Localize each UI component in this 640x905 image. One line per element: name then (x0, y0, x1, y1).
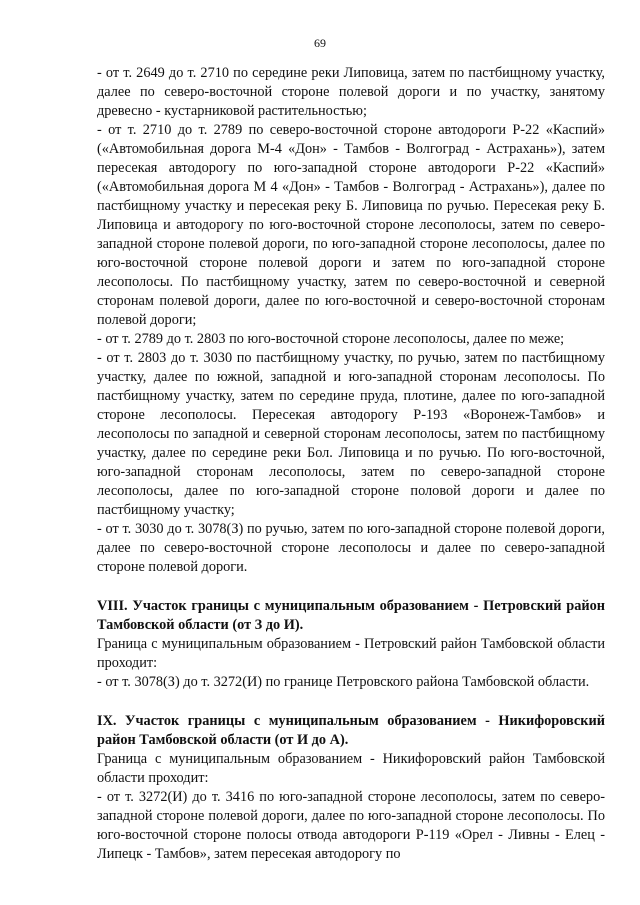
paragraph: - от т. 2649 до т. 2710 по середине реки Липовица, затем по пастбищному участку, далее по северо-восточной стороне полевой дороги и по участку, занятому древесно - кустарниковой растительностью; (97, 65, 605, 119)
paragraph: - от т. 3030 до т. 3078(З) по ручью, затем по юго-западной стороне полевой дороги, далее по северо-восточной стороне лесополосы и далее по северо-западной стороне полевой дороги. (97, 521, 605, 575)
section-heading-9: IX. Участок границы с муниципальным образованием - Никифоровский район Тамбовской области (от И до А). (97, 713, 605, 748)
paragraph: - от т. 2710 до т. 2789 по северо-восточной стороне автодороги Р-22 «Каспий» («Автомобильная дорога М-4 «Дон» - Тамбов - Волгоград - Астрахань»), затем пересекая автодорогу по юго-западной стороне автодороги Р-22 «Каспий» («Автомобильная дорога М 4 «Дон» - Тамбов - Волгоград - Астрахань»), далее по пастбищному участку и пересекая реку Б. Липовица по ручью. Пересекая реку Б. Липовица и автодорогу по юго-восточной стороне лесополосы, затем по северо-западной стороне полевой дороги, по юго-западной стороне лесополосы, далее по юго-восточной стороне полевой дороги и затем по юго-западной стороне лесополосы. По пастбищному участку, затем по северо-восточной и северной сторонам полевой дороги, далее по юго-восточной и северо-восточной сторонам полевой дороги; (97, 122, 605, 328)
paragraph: - от т. 2803 до т. 3030 по пастбищному участку, по ручью, затем по пастбищному участку, далее по южной, западной и юго-западной сторонам лесополосы. По пастбищному участку, затем по середине пруда, плотине, далее по юго-западной стороне лесополосы. Пересекая автодорогу Р-193 «Воронеж-Тамбов» и лесополосы по западной и северной сторонам лесополосы, затем по пастбищному участку, далее по середине реки Бол. Липовица и по ручью. По юго-восточной, юго-западной сторонам лесополосы, затем по северо-западной стороне лесополосы, далее по юго-западной стороне половой дороги и далее по пастбищному участку; (97, 350, 605, 518)
paragraph: - от т. 3272(И) до т. 3416 по юго-западной стороне лесополосы, затем по северо-западной стороне полевой дороги, далее по юго-западной стороне лесополосы. По юго-восточной стороне полосы отвода автодороги Р-119 «Орел - Ливны - Елец - Липецк - Тамбов», затем пересекая автодорогу по (97, 789, 605, 862)
section-heading-8: VIII. Участок границы с муниципальным образованием - Петровский район Тамбовской области (от З до И). (97, 598, 605, 633)
section-intro-9: Граница с муниципальным образованием - Никифоровский район Тамбовской области проходит: (97, 751, 605, 786)
page-number: 69 (314, 36, 326, 50)
paragraph: - от т. 2789 до т. 2803 по юго-восточной стороне лесополосы, далее по меже; (97, 331, 565, 347)
section-intro-8: Граница с муниципальным образованием - Петровский район Тамбовской области проходит: (97, 636, 605, 671)
document-body (97, 64, 605, 864)
paragraph: - от т. 3078(З) до т. 3272(И) по границе Петровского района Тамбовской области. (97, 674, 590, 690)
